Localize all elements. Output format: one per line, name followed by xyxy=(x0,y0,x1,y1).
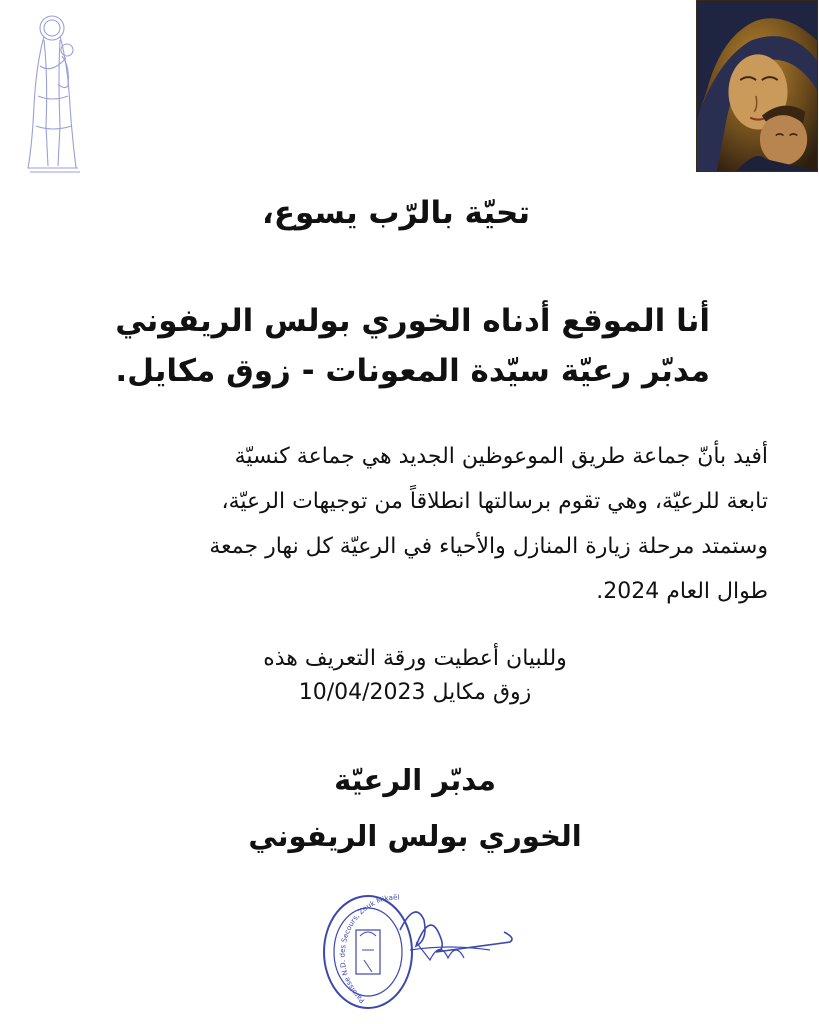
parish-stamp-signature xyxy=(320,880,520,1015)
place-date: زوق مكايل 10/04/2023 xyxy=(298,680,532,705)
intro-line-2: مدبّر رعيّة سيّدة المعونات - زوق مكايل. xyxy=(115,353,710,389)
signature-block xyxy=(200,752,630,864)
body-line-4: طوال العام 2024. xyxy=(596,579,768,604)
greeting-heading: تحيّة بالرّب يسوع، xyxy=(262,195,530,231)
madonna-icon-painting xyxy=(696,0,818,172)
signer-name: الخوري بولس الريفوني xyxy=(248,819,582,853)
closing-line: وللبيان أعطيت ورقة التعريف هذه xyxy=(263,646,567,671)
body-line-2: تابعة للرعيّة، وهي تقوم برسالتها انطلاقاً من توجيهات الرعيّة، xyxy=(221,489,768,514)
intro-block xyxy=(100,296,710,396)
closing-block xyxy=(200,642,630,710)
svg-text:Paroisse N.D. des Secours, Zou xyxy=(339,894,400,1005)
body-line-1: أفيد بأنّ جماعة طريق الموعوظين الجديد هي جماعة كنسيّة xyxy=(234,444,768,469)
signer-title: مدبّر الرعيّة xyxy=(334,763,496,797)
body-paragraph xyxy=(60,434,768,614)
virgin-child-lineart-icon xyxy=(18,6,88,174)
stamp-text: Paroisse N.D. des Secours, Zouk Mikaël xyxy=(338,893,400,1005)
intro-line-1: أنا الموقع أدناه الخوري بولس الريفوني xyxy=(115,303,710,339)
body-line-3: وستمتد مرحلة زيارة المنازل والأحياء في الرعيّة كل نهار جمعة xyxy=(209,534,768,559)
